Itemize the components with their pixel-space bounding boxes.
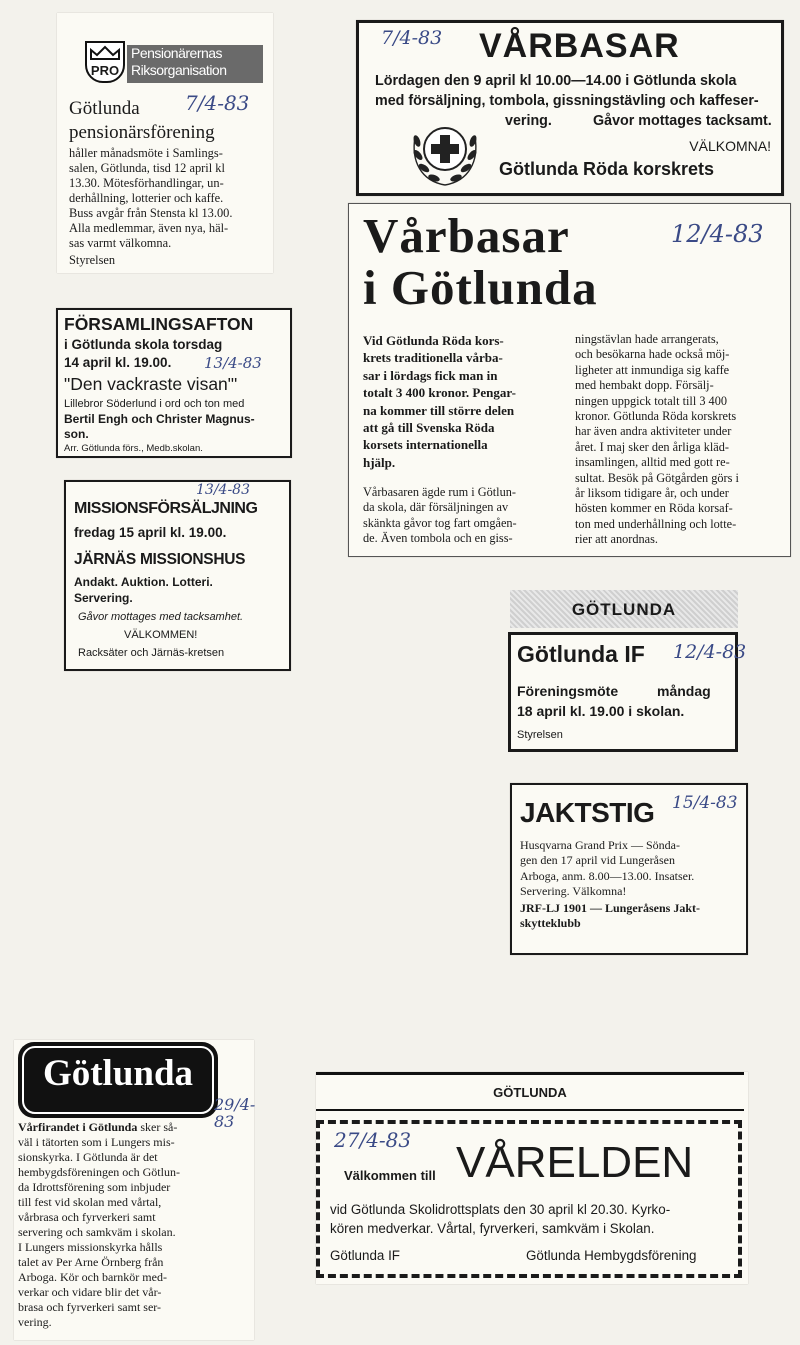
mission-place: JÄRNÄS MISSIONSHUS xyxy=(74,551,246,568)
varbasar-article-col2-line: har även andra aktiviteter under xyxy=(575,424,732,439)
varbasar-article-col1-line: da skola, där försäljningen av xyxy=(363,500,509,515)
pro-body-line: salen, Götlunda, tisd 12 april kl xyxy=(69,161,225,175)
gotlunda-if-header: GÖTLUNDA xyxy=(510,590,738,628)
gotlunda-notice-body2 xyxy=(18,1240,234,1330)
varelden-org-left: Götlunda IF xyxy=(330,1248,400,1263)
jaktstig-org xyxy=(520,901,738,932)
varbasar-article-lead-line: hjälp. xyxy=(363,454,396,470)
pro-body-line: håller månadsmöte i Samlings- xyxy=(69,146,223,160)
jaktstig-body-line: gen den 17 april vid Lungeråsen xyxy=(520,853,675,868)
varbasar-article-col2-line: ligheter att inmundiga sig kaffe xyxy=(575,362,730,377)
varbasar-article-col2-line: rier att anordnas. xyxy=(575,532,658,547)
pro-body-line: Buss avgår från Stensta kl 13.00. xyxy=(69,206,233,220)
varbasar-article-lead-line: sar i lördags fick man in xyxy=(363,367,498,383)
jaktstig-title: JAKTSTIG xyxy=(520,797,655,828)
varbasar-article-column1 xyxy=(363,485,565,547)
gotlunda-notice-clipping xyxy=(14,1040,254,1340)
varbasar-ad-title: VÅRBASAR xyxy=(479,27,680,65)
varbasar-article-col2-line: ningen uppgick totalt till 3 400 xyxy=(575,393,727,408)
pro-org-line1: Pensionärernas xyxy=(131,45,223,61)
varbasar-article-lead-line: totalt 3 400 kronor. Pengar- xyxy=(363,385,516,401)
varelden-line2: kören medverkar. Vårtal, fyrverkeri, samkväm i Skolan. xyxy=(330,1221,655,1236)
red-cross-wreath-icon xyxy=(405,111,485,191)
jaktstig-org-line: skytteklubb xyxy=(520,916,581,931)
varbasar-article-lead xyxy=(363,332,565,471)
gotlunda-if-box xyxy=(508,632,747,752)
jaktstig-handwritten-date: 15/4-83 xyxy=(672,793,738,813)
mission-handwritten-date: 13/4-83 xyxy=(196,482,250,498)
varbasar-article-headline xyxy=(363,210,598,314)
varelden-title: VÅRELDEN xyxy=(456,1138,694,1187)
gotlunda-notice-body-line: brasa och fyrverkeri samt ser- xyxy=(18,1300,162,1314)
forsamling-line5: son. xyxy=(64,427,89,441)
forsamling-title: FÖRSAMLINGSAFTON xyxy=(64,314,254,334)
pro-logo xyxy=(69,41,262,83)
pro-title-line1: Götlunda xyxy=(69,98,140,119)
gotlunda-if-title: Götlunda IF xyxy=(517,641,645,667)
gotlunda-notice-body-line: vering. xyxy=(18,1315,52,1329)
varbasar-ad-handwritten-date: 7/4-83 xyxy=(381,27,443,49)
varbasar-article-col2-line: och besökarna hade också möj- xyxy=(575,347,730,362)
varbasar-article-col2-line: kronor. Götlunda Röda korskrets xyxy=(575,409,737,424)
varbasar-article-col2-line: insamlingen, alltid med gott re- xyxy=(575,455,730,470)
gotlunda-notice-body-line: till fest vid skolan med vårtal, xyxy=(18,1195,162,1209)
pro-body-line: sas varmt välkomna. xyxy=(69,236,172,250)
varelden-org-right: Götlunda Hembygdsförening xyxy=(526,1248,697,1263)
gotlunda-notice-banner-text: Götlunda xyxy=(42,1053,194,1094)
varbasar-ad-org: Götlunda Röda korskrets xyxy=(499,159,715,179)
varbasar-article-col2-line: med hembakt dopp. Försälj- xyxy=(575,378,714,393)
varbasar-ad xyxy=(356,20,784,196)
varbasar-article-col2-line: ton med underhållning och lotte- xyxy=(575,516,737,531)
varbasar-article-headline-line1: Vårbasar xyxy=(363,208,570,263)
varbasar-ad-line1: Lördagen den 9 april kl 10.00—14.00 i Götlunda skola xyxy=(375,73,737,89)
mission-when: fredag 15 april kl. 19.00. xyxy=(74,525,227,540)
gotlunda-if-clipping xyxy=(508,590,747,752)
forsamling-line4: Bertil Engh och Christer Magnus- xyxy=(64,412,255,426)
varbasar-article-col1-line: Vårbasaren ägde rum i Götlun- xyxy=(363,485,516,499)
gotlunda-notice-body-line: servering och samkväm i skolan. xyxy=(18,1225,176,1239)
varbasar-article-lead-line: att gå till Svenska Röda xyxy=(363,420,495,436)
gotlunda-notice-lead xyxy=(18,1120,177,1135)
varbasar-article-column2 xyxy=(575,332,785,548)
varbasar-article-lead-line: krets traditionella vårba- xyxy=(363,350,503,366)
gotlunda-notice-body-line: väl i tätorten som i Lungers mis- xyxy=(18,1135,175,1149)
jaktstig-body xyxy=(520,838,738,900)
pro-signature: Styrelsen xyxy=(69,253,116,267)
pro-clipping xyxy=(57,13,273,273)
gotlunda-notice-body-line: I Lungers missionskyrka hålls xyxy=(18,1240,163,1254)
pro-title-line2: pensionärsförening xyxy=(69,122,215,143)
varelden-handwritten-date: 27/4-83 xyxy=(334,1128,412,1152)
jaktstig-body-line: Arboga, anm. 8.00—13.00. Insatser. xyxy=(520,868,695,883)
gotlunda-if-line1a: Föreningsmöte xyxy=(517,683,619,699)
mission-title: MISSIONSFÖRSÄLJNING xyxy=(74,500,258,517)
gotlunda-if-signature: Styrelsen xyxy=(517,729,563,741)
gotlunda-notice-body-line: verkar och vidare blir det vår- xyxy=(18,1285,162,1299)
gotlunda-notice-body-line: vårbrasa och fyrverkeri samt xyxy=(18,1210,156,1224)
pro-body-line: Alla medlemmar, även nya, häl- xyxy=(69,221,229,235)
gotlunda-notice-body1 xyxy=(18,1135,234,1240)
varelden-box xyxy=(316,1120,742,1278)
pro-body xyxy=(69,146,232,251)
varbasar-article-col1-line: skänkta gåvor tog fart omgåen- xyxy=(363,515,517,530)
pro-body-line: 13.30. Mötesförhandlingar, un- xyxy=(69,176,224,190)
varbasar-article-col2-line: ningstävlan hade arrangerats, xyxy=(575,332,719,346)
jaktstig-org-line: JRF-LJ 1901 — Lungeråsens Jakt- xyxy=(520,901,701,915)
varbasar-article-col2-line: året. I maj sker den årliga kläd- xyxy=(575,439,729,454)
varbasar-ad-welcome: VÄLKOMNA! xyxy=(689,138,771,154)
gotlunda-notice-body-line: Arboga. Kör och barnkör med- xyxy=(18,1270,167,1284)
jaktstig-body-line: Servering. Välkomna! xyxy=(520,884,627,899)
varbasar-article-lead-line: Vid Götlunda Röda kors- xyxy=(363,333,504,348)
gotlunda-notice-body-line: da Idrottsförening som inbjuder xyxy=(18,1180,171,1194)
varelden-header: GÖTLUNDA xyxy=(316,1072,744,1111)
varbasar-article-lead-line: korsets internationella xyxy=(363,437,488,453)
varbasar-article-col2-line: år liksom tidigare år, och under xyxy=(575,486,729,501)
forsamling-arranger: Arr. Götlunda förs., Medb.skolan. xyxy=(64,443,203,454)
pro-handwritten-date: 7/4-83 xyxy=(185,91,250,115)
varbasar-ad-line3b: Gåvor mottages tacksamt. xyxy=(593,113,772,129)
forsamlingsafton-clipping xyxy=(56,308,292,458)
mission-org: Racksäter och Järnäs-kretsen xyxy=(78,647,225,659)
gotlunda-notice-handwritten-date xyxy=(214,1096,254,1130)
gotlunda-notice-body-line: hembygdsföreningen och Götlun- xyxy=(18,1165,180,1179)
gotlunda-if-handwritten-date: 12/4-83 xyxy=(673,641,747,663)
jaktstig-body-line: Husqvarna Grand Prix — Sönda- xyxy=(520,838,680,852)
varbasar-article-col1-line: de. Även tombola och en giss- xyxy=(363,531,513,546)
pro-crown-badge xyxy=(85,41,125,83)
varelden-clipping xyxy=(316,1072,748,1284)
gotlunda-notice-banner xyxy=(18,1042,218,1118)
varelden-welcome: Välkommen till xyxy=(344,1168,436,1183)
pro-body-line: derhållning, lotterier och kaffe. xyxy=(69,191,224,205)
mission-gifts: Gåvor mottages med tacksamhet. xyxy=(78,611,244,623)
missionsforsaljning-clipping xyxy=(64,480,291,671)
gotlunda-notice-body-line: talet av Per Arne Örnberg från xyxy=(18,1255,164,1269)
mission-line1: Andakt. Auktion. Lotteri. xyxy=(74,575,213,589)
forsamling-line3: Lillebror Söderlund i ord och ton med xyxy=(64,398,245,410)
varbasar-ad-line2: med försäljning, tombola, gissningstävling och kaffeser- xyxy=(375,93,759,109)
varbasar-article-col2-line: sultat. Besök på Götgården görs i xyxy=(575,470,739,485)
varbasar-ad-line3a: vering. xyxy=(505,113,552,129)
gotlunda-notice-lead-rest: sker så- xyxy=(137,1120,178,1134)
pro-title xyxy=(69,97,215,145)
pro-org-line2: Riksorganisation xyxy=(131,62,227,78)
gotlunda-notice-lead-bold: Vårfirandet i Götlunda xyxy=(18,1120,138,1134)
varbasar-article-col2-line: hösten kommer en Röda korsaf- xyxy=(575,501,733,516)
pro-logo-text: PRO xyxy=(90,63,120,78)
mission-line2: Servering. xyxy=(74,591,133,605)
gotlunda-if-line2: 18 april kl. 19.00 i skolan. xyxy=(517,703,685,719)
varbasar-article-lead-line: na kommer till större delen xyxy=(363,402,515,418)
crown-icon xyxy=(87,45,123,61)
gotlunda-if-line1b: måndag xyxy=(657,683,711,699)
mission-welcome: VÄLKOMMEN! xyxy=(124,629,198,641)
gotlunda-notice-body-line: sionskyrka. I Götlunda är det xyxy=(18,1150,158,1164)
varbasar-article-headline-line2: i Götlunda xyxy=(363,260,598,315)
gotlunda-notice-date-text: 29/4-83 xyxy=(214,1095,256,1131)
pro-org-name xyxy=(127,45,263,83)
forsamling-quote: "Den vackraste visan"' xyxy=(64,374,238,394)
jaktstig-clipping xyxy=(510,783,748,955)
varbasar-article xyxy=(348,203,791,557)
varelden-line1: vid Götlunda Skolidrottsplats den 30 april kl 20.30. Kyrko- xyxy=(330,1202,671,1217)
varbasar-article-handwritten-date: 12/4-83 xyxy=(671,220,764,248)
forsamling-line2: 14 april kl. 19.00. xyxy=(64,355,172,370)
forsamling-handwritten-date: 13/4-83 xyxy=(204,354,262,372)
forsamling-line1: i Götlunda skola torsdag xyxy=(64,337,223,352)
